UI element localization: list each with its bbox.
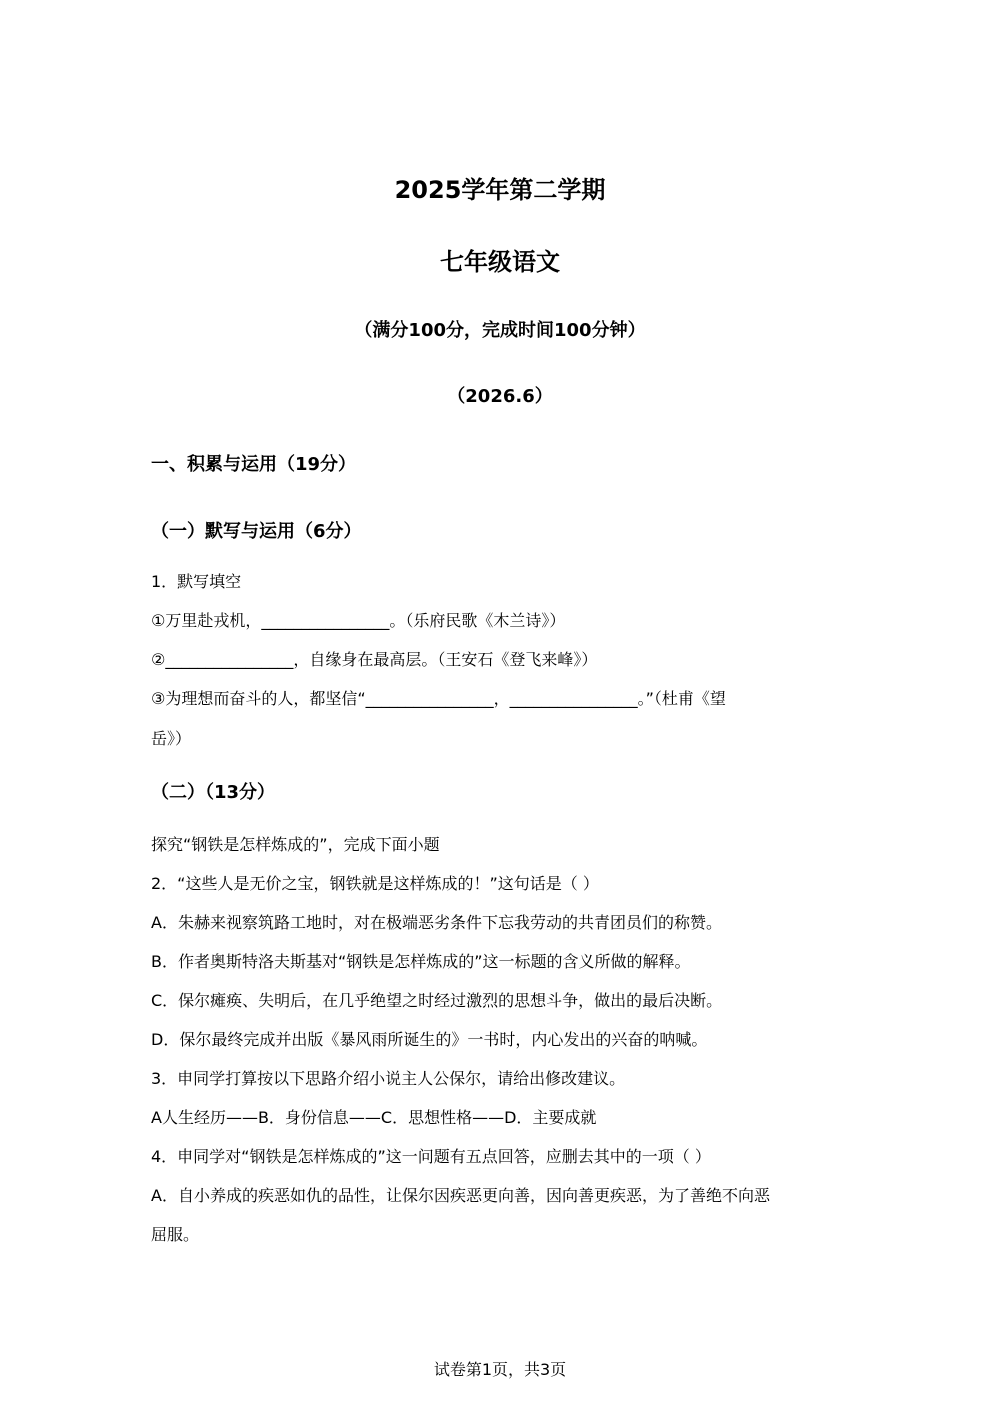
subsection-heading: （二）（13分） bbox=[151, 782, 276, 803]
question-1-item-2: ②________________，自缘身在最高层。（王安石《登飞来峰》） bbox=[151, 650, 598, 669]
question-3-prompt: 3．申同学打算按以下思路介绍小说主人公保尔，请给出修改建议。 bbox=[151, 1069, 626, 1088]
question-1-item-3: ③为理想而奋斗的人，都坚信“________________，________________。”（杜甫《望 bbox=[151, 689, 726, 708]
question-1-item-3-continued: 岳》） bbox=[151, 729, 192, 748]
question-1-item-1: ①万里赴戎机，________________。（乐府民歌《木兰诗》） bbox=[151, 611, 566, 630]
question-1-prompt: 1．默写填空 bbox=[151, 572, 242, 591]
question-4-option-a-continued: 屈服。 bbox=[151, 1225, 200, 1244]
subsection-instruction: 探究“钢铁是怎样炼成的”，完成下面小题 bbox=[151, 835, 440, 854]
question-2-prompt: 2．“这些人是无价之宝，钢铁就是这样炼成的！”这句话是（ ） bbox=[151, 874, 599, 893]
question-3-outline: A人生经历——B．身份信息——C．思想性格——D．主要成就 bbox=[151, 1108, 597, 1127]
page-footer: 试卷第1页，共3页 bbox=[433, 1360, 567, 1379]
exam-score-info: （满分100分，完成时间100分钟） bbox=[354, 320, 646, 341]
question-2-option-c: C．保尔瘫痪、失明后，在几乎绝望之时经过激烈的思想斗争，做出的最后决断。 bbox=[151, 991, 723, 1010]
exam-date: （2026.6） bbox=[447, 386, 553, 407]
exam-subject: 七年级语文 bbox=[440, 248, 560, 276]
subsection-heading: （一）默写与运用（6分） bbox=[151, 521, 362, 542]
question-2-option-b: B．作者奥斯特洛夫斯基对“钢铁是怎样炼成的”这一标题的含义所做的解释。 bbox=[151, 952, 691, 971]
exam-title: 2025学年第二学期 bbox=[394, 176, 606, 204]
section-heading: 一、积累与运用（19分） bbox=[151, 454, 357, 475]
question-4-prompt: 4．申同学对“钢铁是怎样炼成的”这一问题有五点回答，应删去其中的一项（ ） bbox=[151, 1147, 711, 1166]
question-2-option-d: D．保尔最终完成并出版《暴风雨所诞生的》一书时，内心发出的兴奋的呐喊。 bbox=[151, 1030, 708, 1049]
question-2-option-a: A．朱赫来视察筑路工地时，对在极端恶劣条件下忘我劳动的共青团员们的称赞。 bbox=[151, 913, 722, 932]
question-4-option-a: A．自小养成的疾恶如仇的品性，让保尔因疾恶更向善，因向善更疾恶，为了善绝不向恶 bbox=[151, 1186, 770, 1205]
